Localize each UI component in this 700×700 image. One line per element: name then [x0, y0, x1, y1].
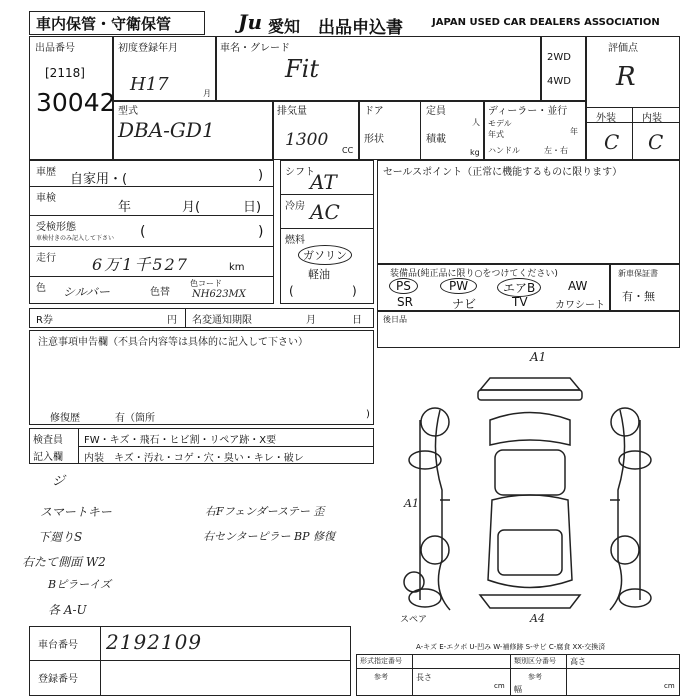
exterior-label: 外装 [596, 113, 616, 124]
r-ticket-label: R券 [36, 315, 53, 326]
color-code-value: NH623MX [192, 289, 246, 300]
reg-plan-note: 車検付きのみ記入して下さい [36, 235, 115, 242]
rear-box [377, 311, 680, 348]
inspection-year: 年 [118, 200, 132, 215]
diagram-label-left: A1 [404, 497, 419, 510]
tax-notice-day: 日 [352, 315, 362, 326]
inspector-ext-row: FW・キズ・飛石・ヒビ割・リペア跡・X要 [84, 435, 277, 446]
fuel-gasoline: ガソリン [298, 245, 352, 265]
history-close: ) [258, 168, 264, 183]
capacity-label: 定員 [426, 106, 446, 117]
class-ref: 参考 [528, 673, 542, 681]
hw-note-4: 右たて側面 W2 [22, 555, 106, 569]
first-reg-month: 月 [203, 89, 211, 98]
lot-number: 30042 [36, 88, 116, 117]
height-unit: cm [664, 682, 675, 690]
drive-4wd: 4WD [547, 76, 571, 87]
chassis-label: 車台番号 [38, 640, 78, 651]
model-label: 型式 [118, 106, 138, 117]
type-ref: 参考 [374, 673, 388, 681]
color-code-label: 色コード [190, 279, 222, 288]
handle-value: 左・右 [544, 146, 568, 155]
model-value: DBA-GD1 [118, 118, 215, 142]
sales-point-label: セールスポイント（正常に機能するものに限ります） [383, 167, 623, 178]
inspection-day: 日) [243, 200, 262, 215]
fuel-open: ( [289, 284, 294, 298]
shift-value: AT [310, 170, 337, 194]
fuel-close: ) [352, 284, 357, 298]
interior-label: 内装 [642, 113, 662, 124]
repair-label: 修復歴 [50, 413, 80, 424]
inspection-month: 月( [182, 200, 201, 215]
diagram-label-top: A1 [530, 350, 547, 364]
ju-logo: Ju [238, 10, 263, 34]
equip-navi: ナビ [452, 297, 477, 311]
hw-note-6: 各 A-U [48, 603, 87, 617]
model-year-unit: 年 [570, 127, 578, 136]
mileage-unit: km [229, 262, 245, 273]
displacement-value: 1300 [285, 130, 329, 150]
equip-aw: AW [568, 279, 588, 293]
damage-legend: A-キズ E-エクボ U-凹み W-補修跡 S-サビ C-腐食 XX-交換済 [416, 643, 606, 651]
handle-label: ハンドル [488, 146, 520, 155]
car-name-value: Fit [285, 55, 319, 83]
width-label: 幅 [514, 685, 522, 694]
equipment-label: 装備品(純正品に限り○をつけてください) [390, 269, 558, 279]
warranty-value: 有・無 [622, 290, 655, 303]
spare-label: スペア [400, 615, 428, 625]
org-name: 愛知 [268, 17, 301, 36]
lot-label: 出品番号 [35, 43, 75, 54]
exterior-grade: C [604, 130, 620, 154]
equip-sr: SR [397, 295, 413, 309]
r-ticket-unit: 円 [167, 315, 177, 326]
hw-note-5: Bピラーイズ [48, 578, 111, 591]
grade-value: R [616, 62, 636, 92]
inspector-label: 検査員 [33, 435, 63, 446]
length-unit: cm [494, 682, 505, 690]
tax-notice-label: 名変通知期限 [192, 315, 252, 326]
reg-plan-open: ( [140, 224, 146, 240]
color-label: 色 [36, 283, 46, 294]
fuel-diesel: 軽油 [308, 268, 330, 281]
load-label: 積載 [426, 134, 446, 145]
reg-plan-label: 受検形態 [36, 222, 76, 233]
equip-seat: カワシート [555, 300, 605, 311]
association-name: JAPAN USED CAR DEALERS ASSOCIATION [432, 17, 660, 28]
hw-note-7: 右Fフェンダーステー 歪 [205, 505, 325, 518]
repair-value: 有（箇所 [115, 413, 155, 424]
equip-pw: PW [440, 278, 477, 294]
tax-notice-month: 月 [306, 315, 316, 326]
color-value: シルバー [63, 285, 110, 299]
notes-label: 注意事項申告欄（不具合内容等は具体的に記入して下さい） [38, 337, 308, 348]
capacity-unit: 人 [472, 118, 480, 127]
drive-2wd: 2WD [547, 52, 571, 63]
displacement-label: 排気量 [277, 106, 307, 117]
repair-close: ) [366, 409, 370, 420]
aircon-label: 冷房 [285, 201, 305, 212]
lot-bracket-no: [2118] [45, 66, 85, 80]
grade-label: 評価点 [608, 43, 638, 54]
fuel-label: 燃料 [285, 235, 305, 246]
car-name-label: 車名・グレード [220, 43, 290, 54]
type-label: 形式指定番号 [360, 657, 402, 665]
hw-note-8: 右センターピラー BP 修復 [203, 530, 336, 543]
equip-tv: TV [512, 295, 528, 309]
equip-airbag: エアB [497, 278, 541, 297]
model-year-label: モデル年式 [488, 119, 512, 139]
load-unit: kg [470, 148, 480, 157]
car-damage-diagram [380, 350, 680, 650]
inspector-entry-label: 記入欄 [33, 452, 63, 463]
hw-note-2: スマートキー [40, 505, 112, 519]
first-reg-value: H17 [130, 74, 169, 95]
plate-label: 登録番号 [38, 674, 78, 685]
inspector-int-row: 内装 キズ・汚れ・コゲ・穴・臭い・キレ・破レ [84, 453, 304, 464]
dealer-label: ディーラー・並行 [488, 106, 568, 117]
color-change-label: 色替 [150, 287, 170, 298]
displacement-unit: CC [342, 146, 354, 155]
class-label: 類別区分番号 [514, 657, 556, 665]
doc-title: 出品申込書 [318, 18, 403, 38]
height-label: 高さ [570, 657, 586, 666]
chassis-value: 2192109 [106, 630, 203, 654]
aircon-value: AC [310, 200, 340, 224]
mileage-label: 走行 [36, 253, 56, 264]
storage-label: 車内保管・守衛保管 [36, 15, 172, 33]
interior-grade: C [648, 130, 664, 154]
reg-plan-close: ) [258, 224, 264, 240]
warranty-label: 新車保証書 [618, 269, 658, 278]
length-label: 長さ [416, 673, 432, 682]
inspection-label: 車検 [36, 193, 56, 204]
shift-label: シフト [285, 167, 315, 178]
rear-label: 後日品 [383, 315, 407, 324]
hw-note-3: 下廻りS [38, 530, 83, 544]
doors-label: ドア [364, 106, 384, 117]
history-label: 車歴 [36, 167, 56, 178]
shape-label: 形状 [364, 134, 384, 145]
diagram-label-bottom: A4 [530, 612, 545, 625]
equip-ps: PS [389, 278, 418, 294]
mileage-value: 6万1千527 [92, 255, 189, 274]
hw-note-1: ジ [52, 474, 66, 489]
history-value: 自家用・( [70, 172, 128, 187]
first-reg-label: 初度登録年月 [118, 43, 178, 54]
